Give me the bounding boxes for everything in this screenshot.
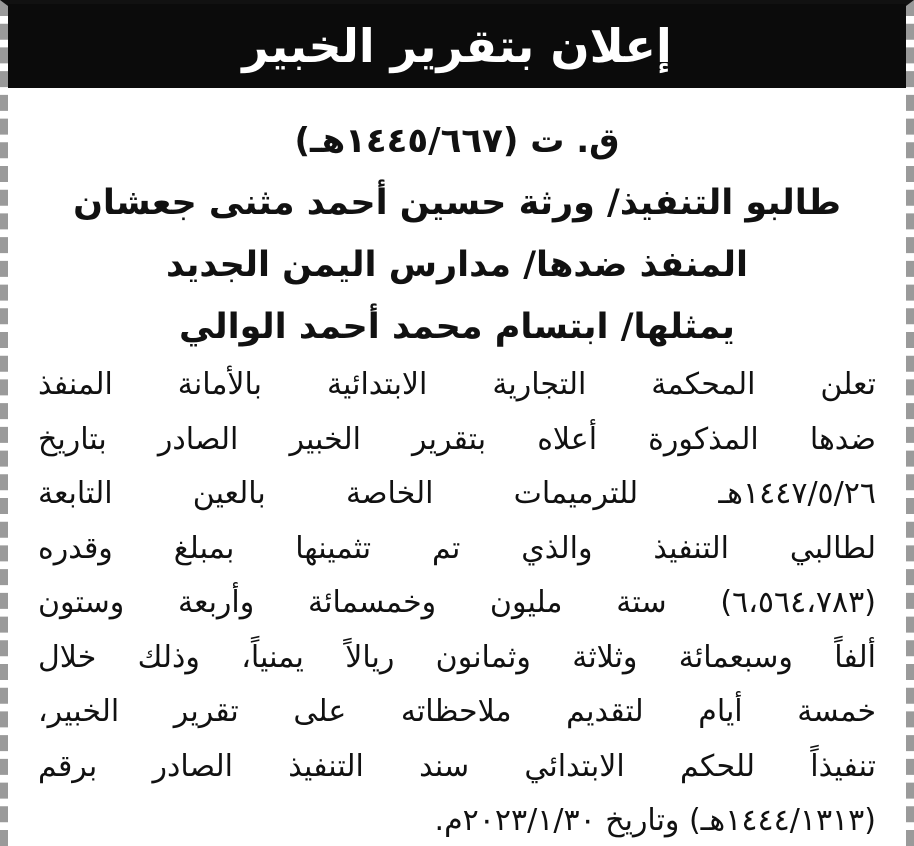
body-line: تعلن المحكمة التجارية الابتدائية بالأمانة المنفذ [38,367,876,402]
body-line: ألفاً وسبعمائة وثلاثة وثمانون ريالاً يمنياً، وذلك خلال [38,639,876,675]
case-number: ق. ت (١٤٤٥/٦٦٧هـ) [294,121,620,161]
body-line: (٦،٥٦٤،٧٨٣) ستة مليون وخمسمائة وأربعة وستون [38,585,876,620]
notice-content [38,110,876,846]
body-line: خمسة أيام لتقديم ملاحظاته على تقرير الخبير، [38,694,876,729]
body-line: ضدها المذكورة أعلاه بتقرير الخبير الصادر بتاريخ [38,421,876,457]
body-line: لطالبي التنفيذ والذي تم تثمينها بمبلغ وقدره [38,530,876,566]
notice-title: إعلان بتقرير الخبير [8,4,906,88]
notice-body [38,358,876,846]
body-line: تنفيذاً للحكم الابتدائي سند التنفيذ الصادر برقم [38,748,876,784]
petitioners-line: طالبو التنفيذ/ ورثة حسين أحمد مثنى جعشان [73,183,841,223]
representative-line: يمثلها/ ابتسام محمد أحمد الوالي [179,307,735,347]
body-line: ١٤٤٧/٥/٢٦هـ للترميمات الخاصة بالعين التابعة [38,476,876,511]
respondent-line: المنفذ ضدها/ مدارس اليمن الجديد [166,245,748,285]
body-line: (١٤٤٤/١٣١٣هـ) وتاريخ ٢٠٢٣/١/٣٠م. [434,803,876,838]
